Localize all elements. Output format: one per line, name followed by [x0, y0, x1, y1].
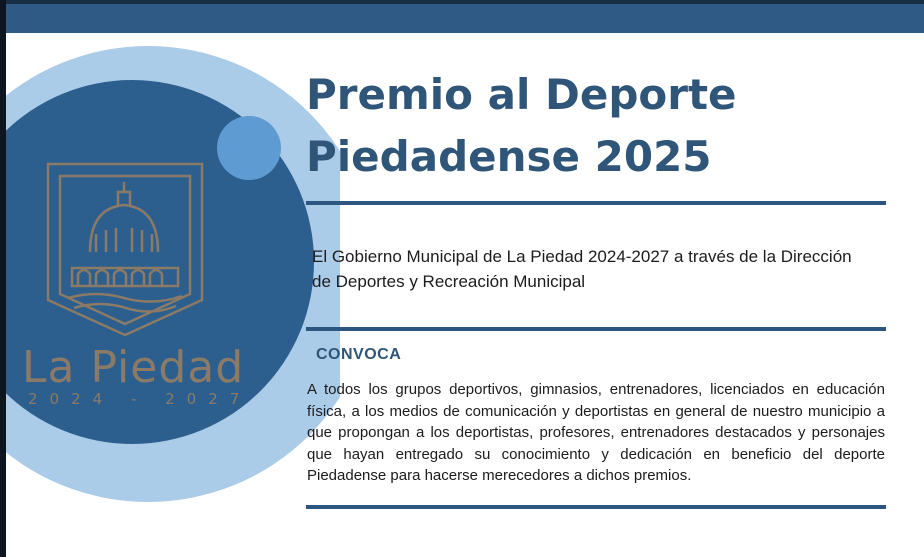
intro-text: El Gobierno Municipal de La Piedad 2024-2027 a través de la Dirección de Deportes y Recreación Municipal [312, 247, 852, 291]
divider-rule-1 [306, 201, 886, 205]
left-edge [0, 0, 6, 557]
small-accent-circle [217, 116, 281, 180]
logo-decoration [0, 0, 340, 557]
title-line-2: Piedadense 2025 [306, 132, 712, 181]
body-paragraph: A todos los grupos deportivos, gimnasios, entrenadores, licenciados en educación física, a los medios de comunicación y deportistas en general de nuestro municipio a que propongan a los deportistas, profesores, entrenadores destacados y personajes que hayan entregado su conocimiento y dedicación en beneficio del deporte Piedadense para hacerse merecedores a dichos premios. [307, 381, 885, 484]
document-title [306, 64, 866, 188]
divider-rule-2 [306, 327, 886, 331]
divider-rule-3 [306, 505, 886, 509]
section-heading: CONVOCA [316, 346, 402, 363]
logo-years: 2024 - 2027 [28, 390, 252, 408]
title-line-1: Premio al Deporte [306, 70, 737, 119]
logo-name: La Piedad [22, 342, 245, 393]
